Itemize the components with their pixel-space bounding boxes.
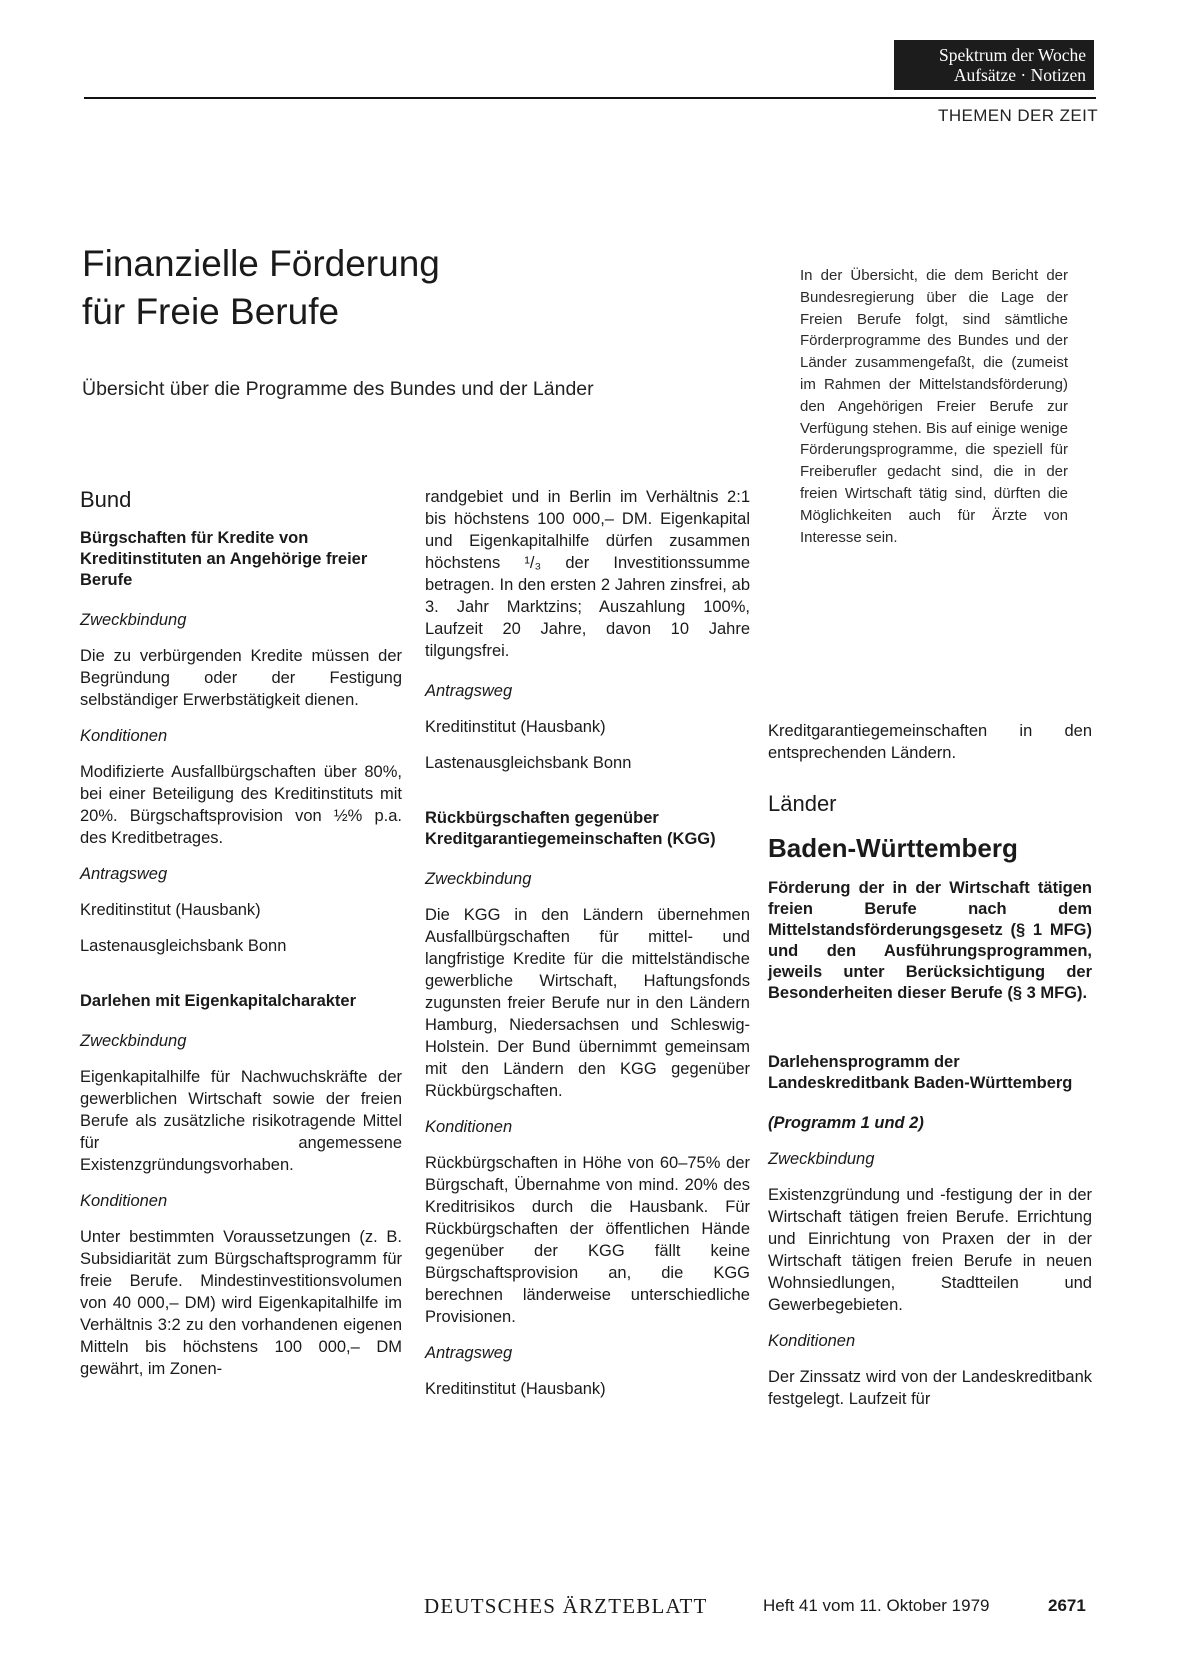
badge-line-2: Aufsätze · Notizen — [953, 65, 1086, 85]
paragraph: Lastenausgleichsbank Bonn — [80, 937, 287, 955]
section-title: Darlehen mit Eigenkapitalcharakter — [80, 992, 357, 1010]
paragraph-continued: randgebiet und in Berlin im Verhältnis 2:1 bis höchstens 100 000,– DM. Eigenkapital und Eigenkapitalhilfe dürfen zusammen höchstens ¹/₃ der Investitionssumme betragen. In den ersten 2 Jahren zinsfrei, ab 3. Jahr Marktzins; Auszahlung 100%, Laufzeit 20 Jahre, davon 10 Jahre tilgungsfrei. — [425, 488, 750, 660]
section-label: THEMEN DER ZEIT — [938, 106, 1098, 125]
paragraph: Eigenkapitalhilfe für Nachwuchskräfte der gewerblichen Wirtschaft sowie der freien Berufe als zusätzliche risikotragende Mittel für angemessene Existenzgründungsvorhaben. — [80, 1068, 402, 1174]
label-zweckbindung: Zweckbindung — [80, 1032, 187, 1050]
title-line-1: Finanzielle Förderung — [82, 243, 440, 284]
paragraph: Die KGG in den Ländern übernehmen Ausfallbürgschaften für mittel- und langfristige Kredite für die mittelständische gewerbliche Wirtschaft, Haftungsfonds zugunsten freier Berufe nur in den Ländern Hamburg, Niedersachsen und Schleswig-Holstein. Der Bund übernimmt gemeinsam mit den Ländern den KGG gegenüber Rückbürgschaften. — [425, 906, 750, 1100]
paragraph: Kreditinstitut (Hausbank) — [80, 901, 261, 919]
label-konditionen: Konditionen — [80, 1192, 168, 1210]
paragraph: Die zu verbürgenden Kredite müssen der Begründung oder der Festigung selbständiger Erwerbstätigkeit dienen. — [80, 647, 402, 709]
state-intro: Förderung der in der Wirtschaft tätigen freien Berufe nach dem Mittelstandsförderungsgesetz (§ 1 MFG) und den Ausführungsprogrammen, jeweils unter Berücksichtigung der Besonderheiten dieser Berufe (§ 3 MFG). — [768, 879, 1092, 1002]
label-konditionen: Konditionen — [768, 1332, 856, 1350]
heading-bund: Bund — [80, 487, 132, 512]
label-zweckbindung: Zweckbindung — [768, 1150, 875, 1168]
column-3 — [768, 720, 1092, 1410]
section-title: Rückbürgschaften gegenüber Kreditgarantiegemeinschaften (KGG) — [425, 809, 716, 848]
badge-line-1: Spektrum der Woche — [939, 45, 1086, 65]
journal-name: DEUTSCHES ÄRZTEBLATT — [424, 1594, 708, 1618]
heading-laender: Länder — [768, 791, 837, 816]
section-title: Bürgschaften für Kredite von Kreditinstituten an Angehörige freier Berufe — [80, 529, 368, 589]
program-label: (Programm 1 und 2) — [768, 1114, 924, 1132]
paragraph: Kreditinstitut (Hausbank) — [425, 1380, 606, 1398]
label-zweckbindung: Zweckbindung — [80, 611, 187, 629]
paragraph-continued: Kreditgarantiegemeinschaften in den entsprechenden Ländern. — [768, 722, 1092, 762]
header-rule — [84, 97, 1096, 99]
label-konditionen: Konditionen — [425, 1118, 513, 1136]
label-antragsweg: Antragsweg — [425, 1344, 513, 1362]
paragraph: Der Zinssatz wird von der Landeskreditbank festgelegt. Laufzeit für — [768, 1368, 1092, 1408]
paragraph: Unter bestimmten Voraussetzungen (z. B. Subsidiarität zum Bürgschaftsprogramm für freie Berufe. Mindestinvestitionsvolumen von 40 000,– DM) wird Eigenkapitalhilfe im Verhältnis 3:2 zu den vorhandenen eigenen Mitteln bis höchstens 100 000,– DM gewährt, im Zonen- — [80, 1228, 402, 1378]
article-subtitle: Übersicht über die Programme des Bundes und der Länder — [82, 378, 594, 400]
section-title: Darlehensprogramm der Landeskreditbank Baden-Württemberg — [768, 1053, 1073, 1092]
page-footer — [0, 1594, 1178, 1624]
state-heading: Baden-Württemberg — [768, 833, 1018, 863]
intro-text: In der Übersicht, die dem Bericht der Bundesregierung über die Lage der Freien Berufe folgt, sind sämtliche Förderprogramme des Bundes und der Länder zusammengefaßt, die (zumeist im Rahmen der Mittelstandsförderung) den Angehörigen Freier Berufe zur Verfügung stehen. Bis auf einige wenige Förderungsprogramme, die speziell für Freiberufler gedacht sind, die in der freien Wirtschaft tätig sind, dürften die Möglichkeiten auch für Ärzte von Interesse sein. — [800, 267, 1068, 546]
title-line-2: für Freie Berufe — [82, 291, 340, 332]
column-1 — [80, 486, 402, 1380]
paragraph: Rückbürgschaften in Höhe von 60–75% der Bürgschaft, Übernahme von mind. 20% des Kreditrisikos durch die Hausbank. Für Rückbürgschaften der öffentlichen Hände gegenüber der KGG fällt keine Bürgschaftsprovision an, die KGG berechnen länderweise unterschiedliche Provisionen. — [425, 1154, 750, 1326]
section-badge — [894, 40, 1094, 90]
page-number: 2671 — [1048, 1596, 1086, 1615]
label-zweckbindung: Zweckbindung — [425, 870, 532, 888]
article-title — [82, 240, 722, 336]
label-konditionen: Konditionen — [80, 727, 168, 745]
paragraph: Lastenausgleichsbank Bonn — [425, 754, 632, 772]
paragraph: Modifizierte Ausfallbürgschaften über 80%, bei einer Beteiligung des Kreditinstituts mit 20%. Bürgschaftsprovision von ½% p.a. des Kreditbetrages. — [80, 763, 402, 847]
label-antragsweg: Antragsweg — [80, 865, 168, 883]
column-2 — [425, 486, 750, 1400]
issue-info: Heft 41 vom 11. Oktober 1979 — [763, 1596, 990, 1615]
paragraph: Existenzgründung und -festigung der in der Wirtschaft tätigen freien Berufe. Errichtung und Einrichtung von Praxen der in der Wirtschaft tätigen freien Berufe in neuen Wohnsiedlungen, Stadtteilen und Gewerbegebieten. — [768, 1186, 1092, 1314]
label-antragsweg: Antragsweg — [425, 682, 513, 700]
paragraph: Kreditinstitut (Hausbank) — [425, 718, 606, 736]
